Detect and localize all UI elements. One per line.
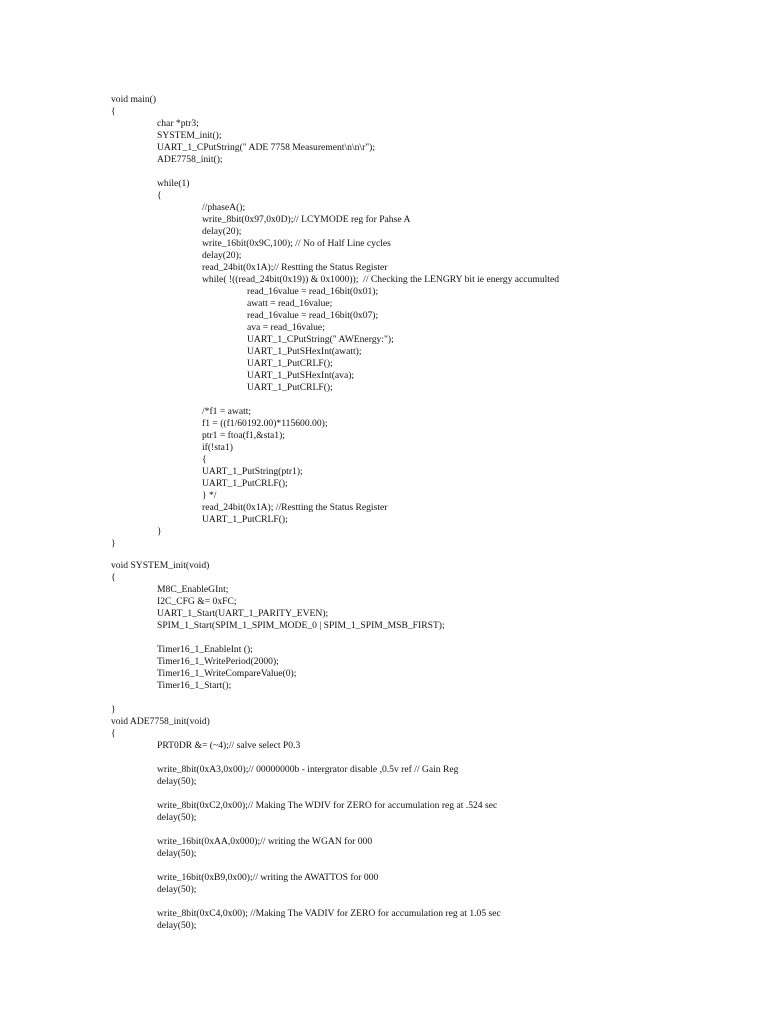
- code-line: delay(50);: [157, 776, 197, 787]
- code-line: Timer16_1_EnableInt ();: [157, 644, 253, 655]
- code-line: write_16bit(0xAA,0x000);// writing the WGAN for 000: [157, 836, 373, 847]
- code-line: Timer16_1_WritePeriod(2000);: [157, 656, 279, 667]
- code-line: delay(50);: [157, 920, 197, 931]
- code-line: write_8bit(0xA3,0x00);// 00000000b - intergrator disable ,0.5v ref // Gain Reg: [157, 764, 459, 775]
- code-line: ptr1 = ftoa(f1,&sta1);: [202, 430, 285, 441]
- code-line: I2C_CFG &= 0xFC;: [157, 596, 237, 607]
- code-line: } */: [202, 490, 217, 501]
- code-line: UART_1_PutString(ptr1);: [202, 466, 303, 477]
- code-line: read_16value = read_16bit(0x01);: [247, 286, 379, 297]
- code-line: delay(50);: [157, 884, 197, 895]
- code-line: SPIM_1_Start(SPIM_1_SPIM_MODE_0 | SPIM_1_SPIM_MSB_FIRST);: [157, 620, 445, 631]
- code-line: UART_1_PutCRLF();: [247, 358, 333, 369]
- code-line: f1 = ((f1/60192.00)*115600.00);: [202, 418, 328, 429]
- code-line: {: [111, 106, 116, 117]
- code-line: /*f1 = awatt;: [202, 406, 252, 417]
- code-line: }: [111, 704, 116, 715]
- code-line: write_8bit(0xC4,0x00); //Making The VADIV for ZERO for accumulation reg at 1.05 sec: [157, 908, 501, 919]
- code-line: char *ptr3;: [157, 118, 199, 129]
- code-line: ava = read_16value;: [247, 322, 325, 333]
- code-line: Timer16_1_WriteCompareValue(0);: [157, 668, 297, 679]
- code-line: write_8bit(0xC2,0x00);// Making The WDIV for ZERO for accumulation reg at .524 sec: [157, 800, 498, 811]
- code-line: write_8bit(0x97,0x0D);// LCYMODE reg for Pahse A: [202, 214, 411, 225]
- code-line: void ADE7758_init(void): [111, 716, 210, 727]
- code-line: if(!sta1): [202, 442, 233, 453]
- code-line: read_24bit(0x1A);// Restting the Status Register: [202, 262, 388, 273]
- code-line: void main(): [111, 94, 157, 105]
- code-line: UART_1_PutSHexInt(awatt);: [247, 346, 362, 357]
- code-line: UART_1_CPutString(" AWEnergy:");: [247, 334, 394, 345]
- code-line: PRT0DR &= (~4);// salve select P0.3: [157, 740, 301, 751]
- code-line: {: [111, 728, 116, 739]
- code-line: //phaseA();: [202, 202, 246, 213]
- code-line: read_24bit(0x1A); //Restting the Status Register: [202, 502, 388, 513]
- code-line: UART_1_Start(UART_1_PARITY_EVEN);: [157, 608, 329, 619]
- code-line: delay(50);: [157, 848, 197, 859]
- code-line: UART_1_CPutString(" ADE 7758 Measurement\n\n\r");: [157, 142, 376, 153]
- code-line: while(1): [157, 178, 190, 189]
- code-line: }: [111, 538, 116, 549]
- code-line: UART_1_PutCRLF();: [247, 382, 333, 393]
- code-line: awatt = read_16value;: [247, 298, 333, 309]
- code-line: UART_1_PutCRLF();: [202, 514, 288, 525]
- code-line: delay(20);: [202, 226, 242, 237]
- code-line: {: [202, 454, 207, 465]
- code-line: UART_1_PutSHexInt(ava);: [247, 370, 355, 381]
- code-line: {: [157, 190, 162, 201]
- code-line: read_16value = read_16bit(0x07);: [247, 310, 379, 321]
- code-line: {: [111, 572, 116, 583]
- code-line: delay(20);: [202, 250, 242, 261]
- code-line: Timer16_1_Start();: [157, 680, 232, 691]
- code-line: UART_1_PutCRLF();: [202, 478, 288, 489]
- code-line: ADE7758_init();: [157, 154, 223, 165]
- code-line: write_16bit(0x9C,100); // No of Half Line cycles: [202, 238, 391, 249]
- code-line: while( !((read_24bit(0x19)) & 0x1000)); // Checking the LENGRY bit ie energy accumulted: [202, 274, 560, 285]
- code-line: delay(50);: [157, 812, 197, 823]
- code-line: }: [157, 526, 162, 537]
- code-line: void SYSTEM_init(void): [111, 560, 210, 571]
- code-line: SYSTEM_init();: [157, 130, 222, 141]
- code-line: write_16bit(0xB9,0x00);// writing the AWATTOS for 000: [157, 872, 379, 883]
- code-line: M8C_EnableGInt;: [157, 584, 229, 595]
